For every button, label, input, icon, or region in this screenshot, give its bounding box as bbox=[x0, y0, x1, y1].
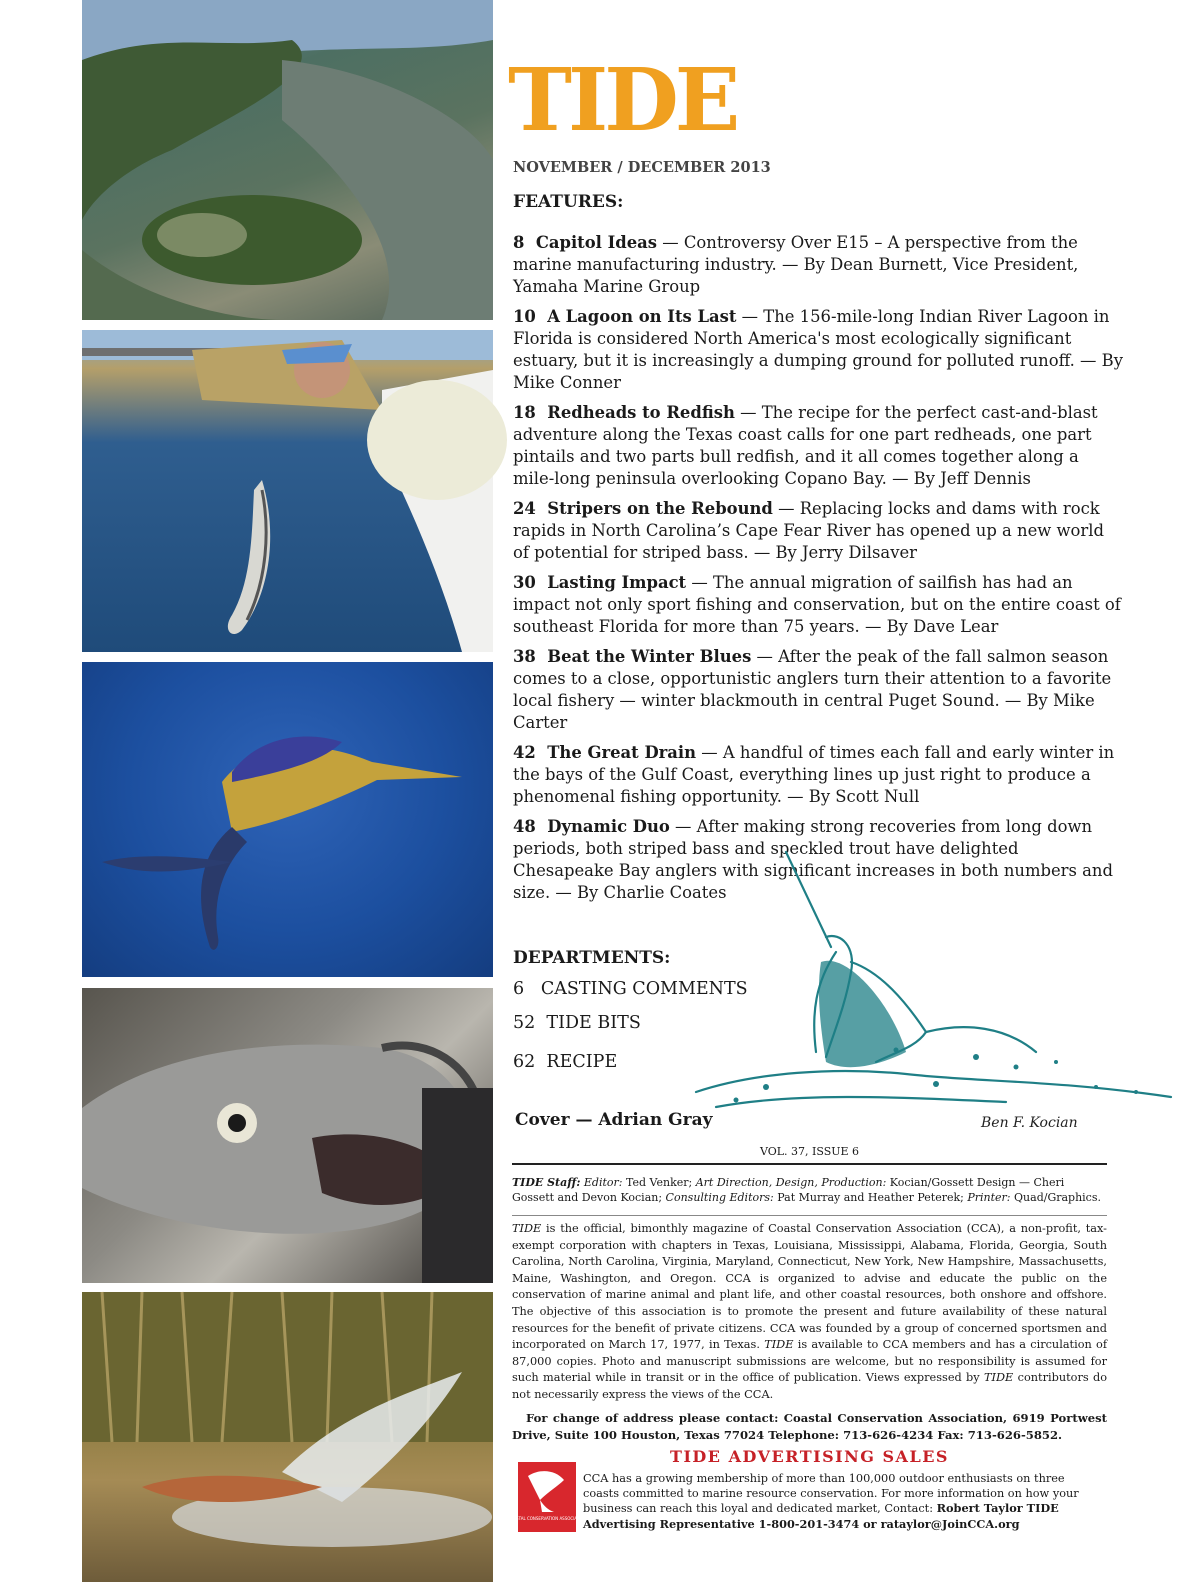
staff-label: TIDE Staff: bbox=[512, 1176, 581, 1189]
redfish-splash-photo bbox=[82, 1292, 493, 1582]
about-text: contributors do not necessarily express the views of the CCA. bbox=[512, 1371, 1107, 1401]
cca-fish-icon bbox=[507, 1462, 587, 1532]
feature-title: Stripers on the Rebound bbox=[547, 499, 773, 518]
marlin-sketch-illustration bbox=[676, 852, 1176, 1132]
feature-title: Capitol Ideas bbox=[535, 233, 658, 252]
advertising-heading: TIDE ADVERTISING SALES bbox=[670, 1447, 949, 1466]
sailfish-illustration bbox=[82, 662, 493, 977]
magazine-masthead: TIDE bbox=[508, 50, 737, 151]
department-item[interactable] bbox=[513, 979, 748, 999]
department-page: 52 bbox=[513, 1013, 536, 1033]
consulting-editors: Pat Murray and Heather Peterek; bbox=[777, 1191, 964, 1204]
departments-heading: DEPARTMENTS: bbox=[513, 948, 671, 968]
printer-label: Printer: bbox=[967, 1191, 1011, 1204]
tide-name: TIDE bbox=[764, 1338, 794, 1352]
feature-page: 48 bbox=[513, 817, 536, 836]
feature-title: Dynamic Duo bbox=[547, 817, 670, 836]
department-item[interactable] bbox=[513, 1052, 617, 1072]
feature-item[interactable] bbox=[513, 306, 1123, 394]
volume-issue: VOL. 37, ISSUE 6 bbox=[512, 1145, 1107, 1165]
change-of-address: For change of address please contact: Coastal Conservation Association, 6919 Portwest Drive, Suite 100 Houston, Texas 77024 Telephone: 713-626-4234 Fax: 713-626-5852. bbox=[512, 1411, 1107, 1442]
feature-description: — The 156-mile-long Indian River Lagoon in Florida is considered North America's most ecologically significant estuary, but it is increasingly a dumping ground for polluted runoff. — By Mike Conner bbox=[513, 307, 1123, 392]
about-text: is available to CCA members and has a circulation of 87,000 copies. Photo and manuscript submissions are welcome, but no responsibility is assumed for such material while in transit or in the office of publication. Views expressed by bbox=[512, 1338, 1108, 1385]
editor-label: Editor: bbox=[583, 1176, 623, 1189]
feature-title: A Lagoon on Its Last bbox=[547, 307, 737, 326]
design-label: Art Direction, Design, Production: bbox=[695, 1176, 887, 1189]
cca-logo bbox=[507, 1462, 587, 1532]
feature-description: — The annual migration of sailfish has had an impact not only sport fishing and conservation, but on the entire coast of southeast Florida for more than 75 years. — By Dave Lear bbox=[513, 573, 1121, 636]
department-title: TIDE BITS bbox=[546, 1013, 641, 1033]
consulting-label: Consulting Editors: bbox=[665, 1191, 774, 1204]
feature-page: 30 bbox=[513, 573, 536, 592]
divider bbox=[512, 1215, 1107, 1216]
feature-description: — After making strong recoveries from long down periods, both striped bass and speckled trout have delighted Chesapeake Bay anglers with significant increases in both numbers and size. — By Charlie Coates bbox=[513, 817, 1113, 902]
department-page: 6 bbox=[513, 979, 525, 999]
feature-item[interactable] bbox=[513, 646, 1123, 734]
department-page: 62 bbox=[513, 1052, 536, 1072]
feature-description: — After the peak of the fall salmon season comes to a close, opportunistic anglers turn their attention to a favorite local fishery — winter blackmouth in central Puget Sound. — By Mike Carter bbox=[513, 647, 1112, 732]
department-title: CASTING COMMENTS bbox=[540, 979, 748, 999]
feature-description: — Controversy Over E15 – A perspective from the marine manufacturing industry. — By Dean Burnett, Vice President, Yamaha Marine Group bbox=[513, 233, 1079, 296]
leaping-sailfish-photo bbox=[82, 662, 493, 977]
feature-title: Beat the Winter Blues bbox=[547, 647, 752, 666]
splash-illustration bbox=[82, 1292, 493, 1582]
feature-title: Redheads to Redfish bbox=[547, 403, 735, 422]
artist-signature: Ben F. Kocian bbox=[981, 1115, 1078, 1131]
tide-name: TIDE bbox=[512, 1222, 542, 1235]
advertising-description: CCA has a growing membership of more than 100,000 outdoor enthusiasts on three coasts committed to marine resource conservation. For more information on how your business can reach this loyal and dedicated market, Contact: bbox=[583, 1472, 1079, 1515]
feature-title: Lasting Impact bbox=[547, 573, 687, 592]
cover-credit: Cover — Adrian Gray bbox=[515, 1110, 713, 1130]
feature-description: — The recipe for the perfect cast-and-blast adventure along the Texas coast calls for one part redheads, one part pintails and two parts bull redfish, and it all comes together along a mile-long peninsula overlooking Copano Bay. — By Jeff Dennis bbox=[513, 403, 1098, 488]
logo-text: COASTAL CONSERVATION ASSOCIATION bbox=[507, 1516, 587, 1521]
feature-description: — A handful of times each fall and early winter in the bays of the Gulf Coast, everything lines up just right to produce a phenomenal fishing opportunity. — By Scott Null bbox=[513, 743, 1115, 806]
angler-illustration bbox=[82, 330, 493, 652]
department-title: RECIPE bbox=[546, 1052, 618, 1072]
aerial-lagoon-photo bbox=[82, 0, 493, 320]
about-text: is the official, bimonthly magazine of Coastal Conservation Association (CCA), a non-profit, tax-exempt corporation with chapters in Texas, Louisiana, Mississippi, Alabama, Florida, Georgia, South Carolina, North Carolina, Virginia, Maryland, Connecticut, New York, New Hampshire, Massachusetts, Maine, Washington, and Oregon. CCA is organized to advise and educate the public on the conservation of marine animal and plant life, and other coastal resources, both onshore and offshore. The objective of this association is to promote the present and future availability of these natural resources for the benefit of private citizens. CCA was founded by a group of concerned sportsmen and incorporated on March 17, 1977, in Texas. bbox=[512, 1222, 1107, 1352]
feature-item[interactable] bbox=[513, 742, 1123, 808]
feature-page: 8 bbox=[513, 233, 525, 252]
design-credit: Kocian/Gossett Design — Cheri Gossett and Devon Kocian; bbox=[512, 1176, 1065, 1204]
feature-page: 24 bbox=[513, 499, 536, 518]
staff-credits bbox=[512, 1175, 1107, 1205]
issue-date: NOVEMBER / DECEMBER 2013 bbox=[513, 159, 771, 176]
salmon-illustration bbox=[82, 988, 493, 1283]
department-item[interactable] bbox=[513, 1013, 641, 1033]
striped-bass-release-photo bbox=[82, 330, 493, 652]
feature-page: 42 bbox=[513, 743, 536, 762]
salmon-closeup-photo bbox=[82, 988, 493, 1283]
features-heading: FEATURES: bbox=[513, 192, 624, 212]
printer-name: Quad/Graphics. bbox=[1014, 1191, 1101, 1204]
feature-title: The Great Drain bbox=[547, 743, 697, 762]
editor-name: Ted Venker; bbox=[626, 1176, 693, 1189]
feature-page: 10 bbox=[513, 307, 536, 326]
feature-item[interactable] bbox=[513, 572, 1123, 638]
features-list bbox=[513, 232, 1123, 912]
advertising-contact[interactable]: Robert Taylor TIDE Advertising Representative 1-800-201-3474 or rataylor@JoinCCA.org bbox=[583, 1501, 1059, 1531]
feature-item[interactable] bbox=[513, 402, 1123, 490]
feature-item[interactable] bbox=[513, 498, 1123, 564]
feature-item[interactable] bbox=[513, 232, 1123, 298]
feature-page: 18 bbox=[513, 403, 536, 422]
feature-page: 38 bbox=[513, 647, 536, 666]
feature-description: — Replacing locks and dams with rock rapids in North Carolina’s Cape Fear River has opened up a new world of potential for striped bass. — By Jerry Dilsaver bbox=[513, 499, 1104, 562]
tide-name: TIDE bbox=[984, 1371, 1014, 1385]
advertising-text bbox=[583, 1472, 1103, 1532]
aerial-lagoon-illustration bbox=[82, 0, 493, 320]
about-paragraph bbox=[512, 1221, 1107, 1404]
